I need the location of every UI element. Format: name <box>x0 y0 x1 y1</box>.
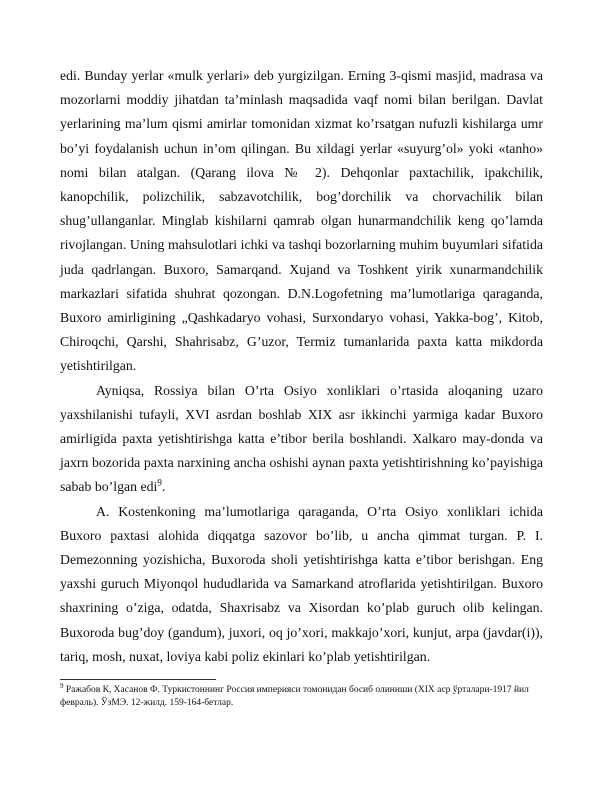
paragraph-2 <box>60 379 543 500</box>
footnote-number: 9 <box>60 681 64 690</box>
paragraph-1: edi. Bunday yerlar «mulk yerlari» deb yurgizilgan. Erning 3-qismi masjid, madrasa va mozorlarni moddiy jihatdan ta’minlash maqsadida vaqf nomi bilan berilgan. Davlat yerlarining ma’lum qismi amirlar tomonidan xizmat ko’rsatgan nufuzli kishilarga umr bo’yi foydalanish uchun in’om qilingan. Bu xildagi yerlar «suyurg’ol» yoki «tanho» nomi bilan atalgan. (Qarang ilova № 2). Dehqonlar paxtachilik, ipakchilik, kanopchilik, polizchilik, sabzavotchilik, bog’dorchilik va chorvachilik bilan shug’ullanganlar. Minglab kishilarni qamrab olgan hunarmandchilik keng qo’lamda rivojlangan. Uning mahsulotlari ichki va tashqi bozorlarning muhim buyumlari sifatida juda qadrlangan. Buxoro, Samarqand. Xujand va Toshkent yirik xunarmandchilik markazlari sifatida shuhrat qozongan. D.N.Logofetning ma’lumotlariga qaraganda, Buxoro amirligining „Qashkadaryo vohasi, Surxondaryo vohasi, Yakka-bog’, Kitob, Chiroqchi, Qarshi, Shahrisabz, G’uzor, Termiz tumanlarida paxta katta mikdorda yetishtirilgan. <box>60 68 543 374</box>
paragraph-2-end: . <box>161 479 166 495</box>
footnote-divider <box>60 679 216 680</box>
footnote-text: Ражабов К, Хасанов Ф. Туркистоннинг Россия империяси томонидан босиб олиниши (XIX аср ўрталари-1917 йил февраль). ЎзМЭ. 12-жилд. 159-164-бетлар. <box>60 685 529 709</box>
paragraph-2-text: Ayniqsa, Rossiya bilan O’rta Osiyo xonliklari o’rtasida aloqaning uzaro yaxshilanishi tufayli, XVI asrdan boshlab XIX asr ikkinchi yarmiga kadar Buxoro amirligida paxta yetishtirishga katta e’tibor berila boshlandi. Xalkaro may-donda va jaxrn bozorida paxta narxining ancha oshishi aynan paxta yetishtirishning ko’payishiga sabab bo’lgan edi <box>60 382 543 495</box>
footnote <box>60 681 543 710</box>
paragraph-3: A. Kostenkoning ma’lumotlariga qaraganda, O’rta Osiyo xonliklari ichida Buxoro paxtasi alohida diqqatga sazovor bo’lib, u ancha qimmat turgan. P. I. Demezonning yozishicha, Buxoroda sholi yetishtirishga katta e’tibor berishgan. Eng yaxshi guruch Miyonqol hududlarida va Samarkand atroflarida yetishtirilgan. Buxoro shaxrining o’ziga, odatda, Shaxrisabz va Xisordan ko’plab guruch olib kelingan. Buxoroda bug’doy (gandum), juxori, oq jo’xori, makkajo’xori, kunjut, arpa (javdar(i)), tariq, mosh, nuxat, loviya kabi poliz ekinlari ko’plab yetishtirilgan. <box>60 503 543 664</box>
document-page <box>60 64 543 710</box>
footnote-reference[interactable]: 9 <box>157 477 162 488</box>
